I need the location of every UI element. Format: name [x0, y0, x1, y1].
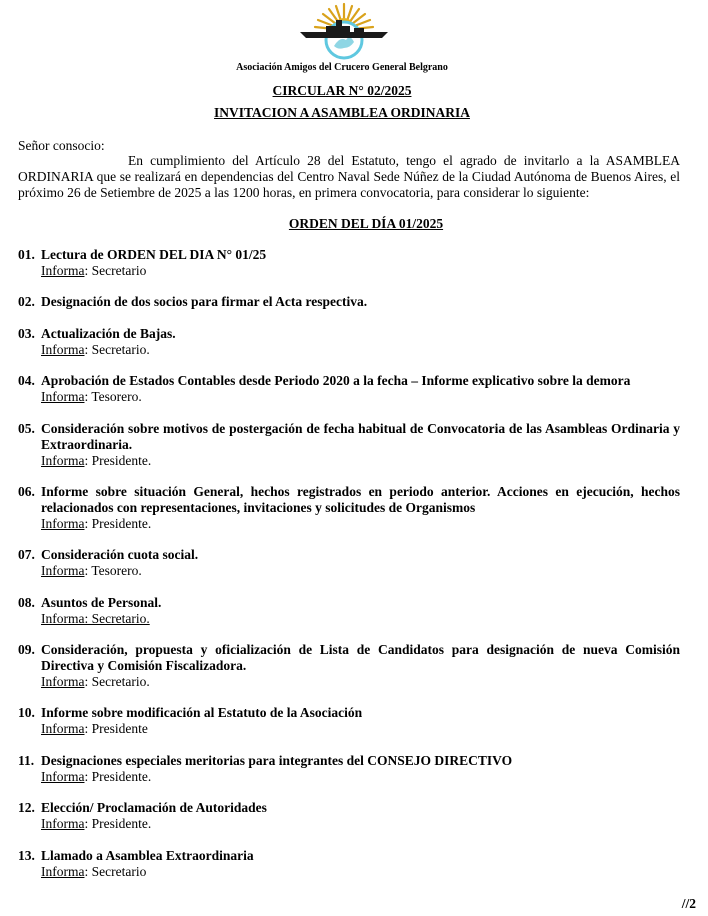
item-number: 11. — [18, 753, 35, 768]
agenda-item — [18, 705, 680, 737]
item-title: Elección/ Proclamación de Autoridades — [41, 800, 267, 815]
item-title: Informe sobre modificación al Estatuto de la Asociación — [41, 705, 363, 720]
agenda-item — [18, 753, 680, 785]
item-number: 04. — [18, 373, 35, 388]
informa-label: Informa — [41, 389, 85, 404]
informa-label: Informa — [41, 721, 85, 736]
item-reporter: Informa: Secretario. — [41, 342, 150, 357]
informa-label: Informa — [41, 769, 85, 784]
item-title: Asuntos de Personal. — [41, 595, 162, 610]
item-reporter: Informa: Secretario. — [41, 611, 150, 626]
item-title: Lectura de ORDEN DEL DIA N° 01/25 — [41, 247, 267, 262]
agenda-item — [18, 421, 680, 469]
circular-number: CIRCULAR N° 02/2025 — [272, 83, 412, 98]
item-number: 06. — [18, 484, 35, 499]
item-title: Aprobación de Estados Contables desde Periodo 2020 a la fecha – Informe explicativo sobre la demora — [41, 373, 631, 388]
item-number: 09. — [18, 642, 35, 657]
agenda-item — [18, 595, 680, 627]
item-title: Llamado a Asamblea Extraordinaria — [41, 848, 254, 863]
agenda-item — [18, 373, 680, 405]
informa-label: Informa — [41, 263, 85, 278]
document-subject: INVITACION A ASAMBLEA ORDINARIA — [214, 105, 470, 120]
item-title: Consideración cuota social. — [41, 547, 199, 562]
item-reporter: Informa: Tesorero. — [41, 389, 142, 404]
item-reporter: Informa: Secretario. — [41, 674, 150, 689]
organization-name: Asociación Amigos del Crucero General Belgrano — [236, 62, 448, 73]
item-number: 02. — [18, 294, 35, 309]
invitation-paragraph: En cumplimiento del Artículo 28 del Estatuto, tengo el agrado de invitarlo a la ASAMBLEA ORDINARIA que se realizará en dependencias del Centro Naval Sede Núñez de la Ciudad Autónoma de Buenos Aires, el próximo 26 de Setiembre de 2025 a las 1200 horas, en primera convocatoria, para considerar lo siguiente: — [18, 153, 680, 200]
agenda-title: ORDEN DEL DÍA 01/2025 — [288, 216, 444, 231]
item-reporter: Informa: Presidente — [41, 721, 148, 736]
item-title: Consideración, propuesta y oficialización de Lista de Candidatos para designación de nueva Comisión Directiva y Comisión Fiscalizadora. — [41, 642, 680, 673]
agenda-item — [18, 547, 680, 579]
agenda-item — [18, 326, 680, 358]
item-number: 12. — [18, 800, 35, 815]
salutation: Señor consocio: — [18, 138, 105, 153]
agenda-item — [18, 484, 680, 532]
informa-label: Informa — [41, 563, 85, 578]
item-number: 07. — [18, 547, 35, 562]
agenda-item — [18, 800, 680, 832]
item-reporter: Informa: Tesorero. — [41, 563, 142, 578]
informa-label: Informa — [41, 453, 85, 468]
item-number: 05. — [18, 421, 35, 436]
item-reporter: Informa: Secretario — [41, 263, 147, 278]
item-reporter: Informa: Secretario — [41, 864, 147, 879]
informa-label: Informa — [41, 611, 85, 626]
item-reporter: Informa: Presidente. — [41, 516, 152, 531]
item-title: Designaciones especiales meritorias para integrantes del CONSEJO DIRECTIVO — [41, 753, 513, 768]
agenda-item — [18, 247, 680, 279]
informa-label: Informa — [41, 674, 85, 689]
informa-label: Informa — [41, 864, 85, 879]
association-logo — [296, 2, 392, 62]
item-title: Informe sobre situación General, hechos registrados en periodo anterior. Acciones en ejecución, hechos relacionados con representaciones, invitaciones y solicitudes de Organismos — [41, 484, 680, 515]
item-number: 01. — [18, 247, 35, 262]
item-title: Actualización de Bajas. — [41, 326, 176, 341]
informa-label: Informa — [41, 816, 85, 831]
agenda-item — [18, 642, 680, 690]
item-title: Designación de dos socios para firmar el Acta respectiva. — [41, 294, 368, 309]
item-title: Consideración sobre motivos de postergación de fecha habitual de Convocatoria de las Asambleas Ordinaria y Extraordinaria. — [41, 421, 680, 452]
item-number: 03. — [18, 326, 35, 341]
item-reporter: Informa: Presidente. — [41, 769, 152, 784]
informa-label: Informa — [41, 516, 85, 531]
informa-label: Informa — [41, 342, 85, 357]
item-reporter: Informa: Presidente. — [41, 816, 152, 831]
page-marker: //2 — [681, 896, 696, 911]
agenda-item — [18, 848, 680, 880]
item-reporter: Informa: Presidente. — [41, 453, 152, 468]
item-number: 08. — [18, 595, 35, 610]
item-number: 10. — [18, 705, 35, 720]
agenda-item — [18, 294, 680, 310]
item-number: 13. — [18, 848, 35, 863]
